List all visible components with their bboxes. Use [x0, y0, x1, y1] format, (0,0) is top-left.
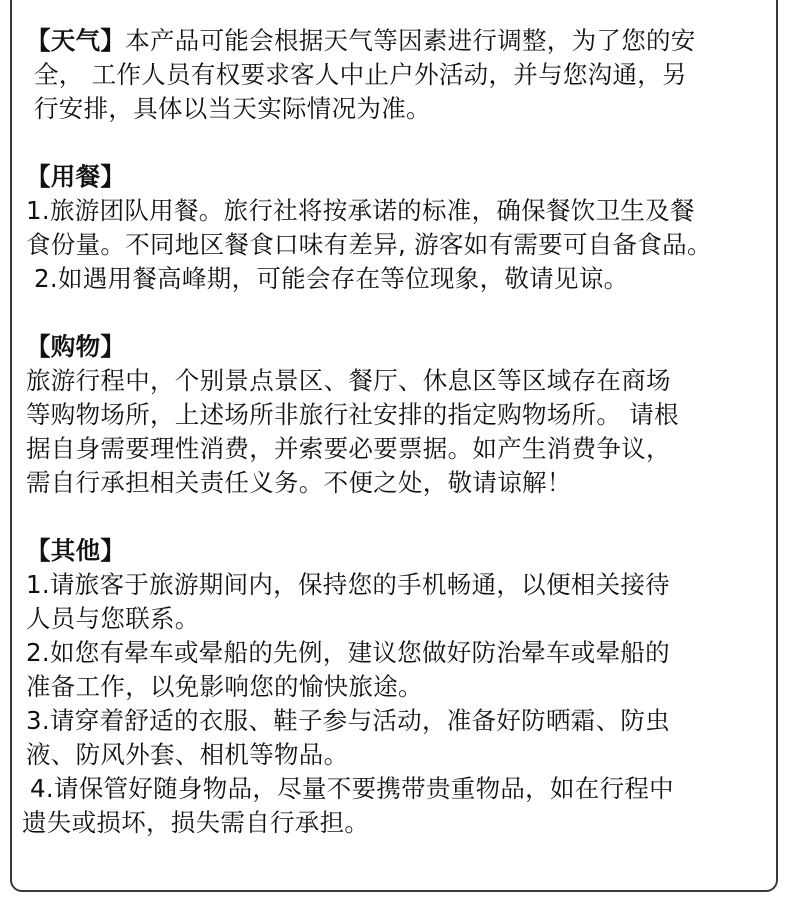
notice-content	[22, 24, 778, 840]
weather-title: 【天气】	[26, 26, 126, 55]
other-section	[22, 534, 778, 840]
other-line-6: 液、防风外套、相机等物品。	[26, 740, 349, 769]
weather-text-1: 本产品可能会根据天气等因素进行调整，为了您的安	[125, 26, 696, 55]
other-line-8: 遗失或损坏，损失需自行承担。	[22, 808, 370, 837]
other-title: 【其他】	[26, 536, 126, 565]
other-line-2: 人员与您联系。	[26, 604, 200, 633]
shopping-line-4: 需自行承担相关责任义务。不便之处，敬请谅解！	[26, 468, 572, 497]
weather-line-2: 全， 工作人员有权要求客人中止户外活动，并与您沟通，另	[34, 60, 687, 89]
shopping-section	[26, 330, 778, 500]
other-line-1: 1.请旅客于旅游期间内，保持您的手机畅通，以便相关接待	[26, 570, 670, 599]
other-line-3: 2.如您有晕车或晕船的先例，建议您做好防治晕车或晕船的	[26, 638, 670, 667]
other-line-7: 4.请保管好随身物品，尽量不要携带贵重物品，如在行程中	[30, 774, 674, 803]
other-line-5: 3.请穿着舒适的衣服、鞋子参与活动，准备好防晒霜、防虫	[26, 706, 670, 735]
weather-line-1	[26, 24, 778, 58]
weather-line-3: 行安排，具体以当天实际情况为准。	[34, 94, 431, 123]
dining-line-1: 1.旅游团队用餐。旅行社将按承诺的标准，确保餐饮卫生及餐	[26, 196, 695, 225]
dining-title: 【用餐】	[26, 162, 126, 191]
shopping-line-2: 等购物场所，上述场所非旅行社安排的指定购物场所。 请根	[26, 400, 679, 429]
shopping-title: 【购物】	[26, 332, 126, 361]
weather-section	[26, 24, 778, 126]
shopping-line-3: 据自身需要理性消费，并索要必要票据。如产生消费争议，	[26, 434, 671, 463]
dining-line-3: 2.如遇用餐高峰期，可能会存在等位现象，敬请见谅。	[34, 264, 629, 293]
dining-section	[26, 160, 778, 296]
dining-line-2: 食份量。不同地区餐食口味有差异, 游客如有需要可自备食品。	[26, 230, 712, 259]
other-line-4: 准备工作，以免影响您的愉快旅途。	[26, 672, 423, 701]
shopping-line-1: 旅游行程中，个别景点景区、餐厅、休息区等区域存在商场	[26, 366, 671, 395]
